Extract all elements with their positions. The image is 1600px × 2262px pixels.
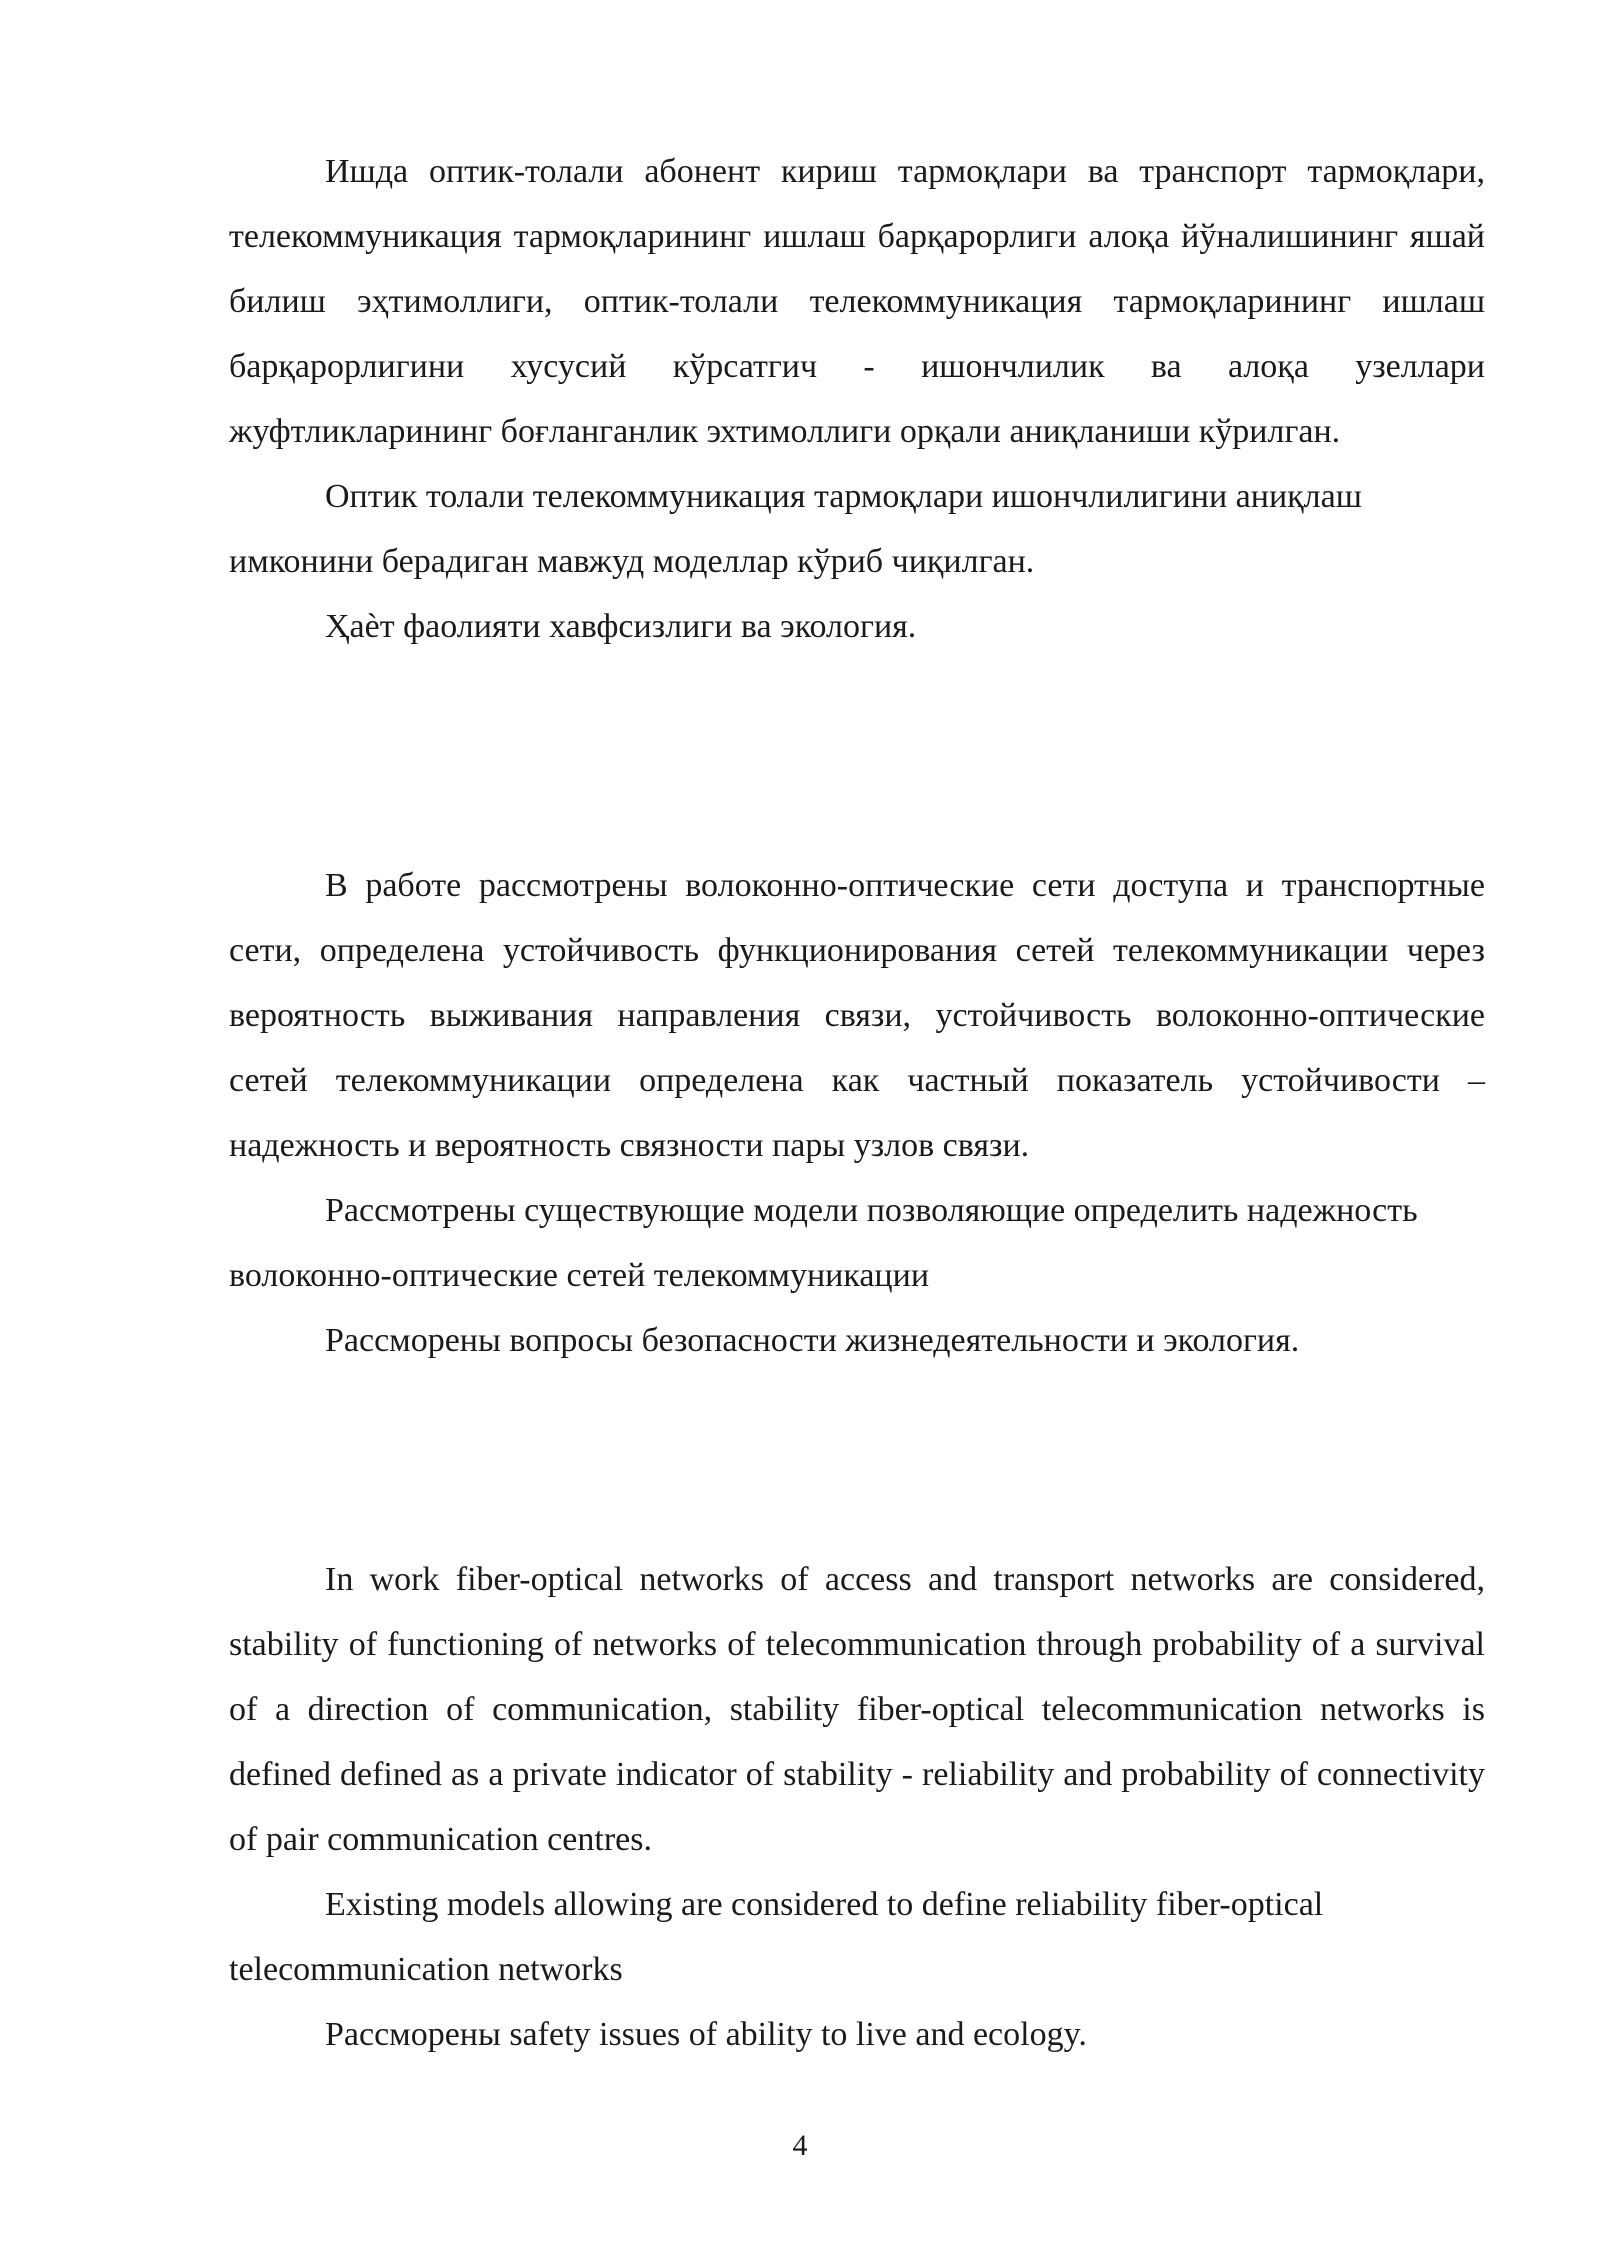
abstract-russian xyxy=(229,853,1485,1373)
page-number: 4 xyxy=(792,2129,808,2162)
abstract-ru-paragraph-2: Рассмотрены существующие модели позволяющие определить надежность волоконно-оптические сетей телекоммуникации xyxy=(229,1192,1418,1294)
abstract-ru-paragraph-3: Рассморены вопросы безопасности жизнедеятельности и экология. xyxy=(325,1322,1300,1359)
abstract-english xyxy=(229,1547,1485,2067)
abstract-en-paragraph-2: Existing models allowing are considered to define reliability fiber-optical telecommunication networks xyxy=(229,1886,1324,1988)
abstract-en-paragraph-3: Рассморены safety issues of ability to live and ecology. xyxy=(325,2016,1087,2053)
abstract-uz-paragraph-1: Ишда оптик-толали абонент кириш тармоқлари ва транспорт тармоқлари, телекоммуникация тармоқларининг ишлаш барқарорлиги алоқа йўналишининг яшай билиш эҳтимоллиги, оптик-толали телекоммуникация тармоқларининг ишлаш барқарорлигини хусусий кўрсатгич - ишончлилик ва алоқа узеллари жуфтликларининг боғланганлик эхтимоллиги орқали аниқланиши кўрилган. xyxy=(229,153,1485,450)
abstract-uz-paragraph-3: Ҳаѐт фаолияти хавфсизлиги ва экология. xyxy=(325,608,917,645)
abstract-uzbek xyxy=(229,139,1485,659)
abstract-uz-paragraph-2: Оптик толали телекоммуникация тармоқлари ишончлилигини аниқлаш имконини берадиган мавжуд моделлар кўриб чиқилган. xyxy=(229,478,1362,580)
abstract-en-paragraph-1: In work fiber-optical networks of access and transport networks are considered, stability of functioning of networks of telecommunication through probability of a survival of a direction of communication, stability fiber-optical telecommunication networks is defined defined as a private indicator of stability - reliability and probability of connectivity of pair communication centres. xyxy=(229,1561,1485,1858)
abstract-ru-paragraph-1: В работе рассмотрены волоконно-оптические сети доступа и транспортные сети, определена устойчивость функционирования сетей телекоммуникации через вероятность выживания направления связи, устойчивость волоконно-оптические сетей телекоммуникации определена как частный показатель устойчивости – надежность и вероятность связности пары узлов связи. xyxy=(229,867,1485,1164)
